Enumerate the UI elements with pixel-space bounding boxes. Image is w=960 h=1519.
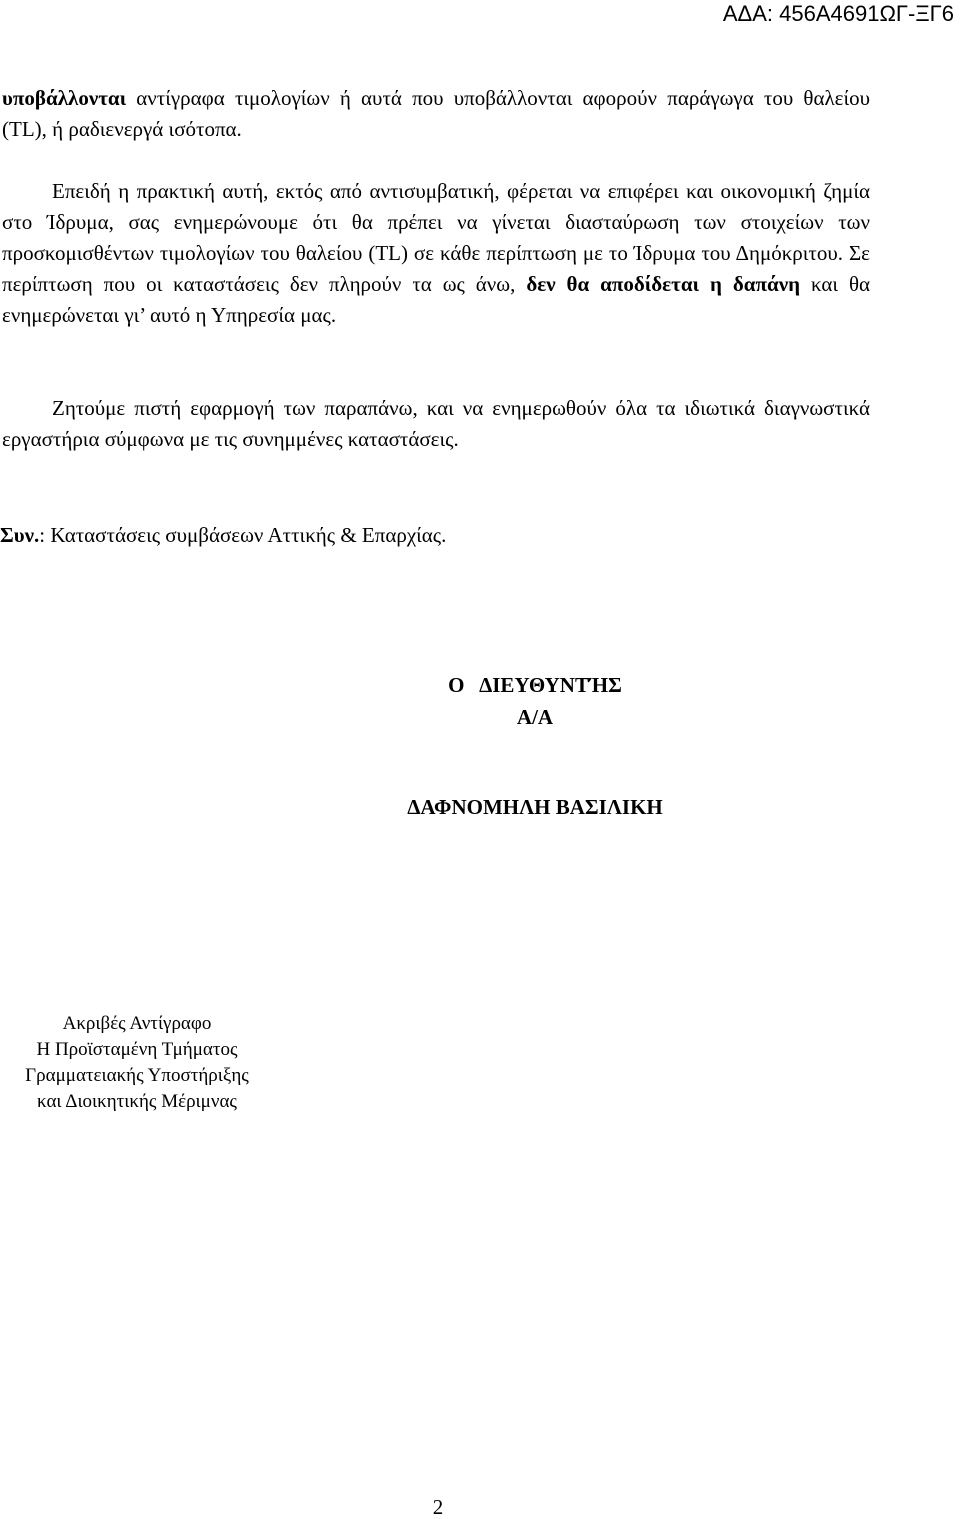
signature-title <box>0 670 960 701</box>
paragraph-text: αντίγραφα τιμολογίων ή αυτά που υποβάλλονται αφορούν παράγωγα του θαλείου (TL), ή ραδιενεργά ισότοπα. <box>2 86 870 141</box>
ada-identifier: ΑΔΑ: 456Α4691ΩΓ-ΞΓ6 <box>722 1 954 26</box>
signature-name: ΔΑΦΝΟΜΗΛΗ ΒΑΣΙΛΙΚΗ <box>407 795 663 819</box>
certified-copy-line: Ακριβές Αντίγραφο <box>62 1013 212 1034</box>
page-number: 2 <box>432 1495 444 1519</box>
attachments-text: : Καταστάσεις συμβάσεων Αττικής & Επαρχίας. <box>39 523 447 547</box>
bold-phrase-submitted: υποβάλλονται <box>2 86 127 110</box>
certified-copy-block <box>0 1011 274 1115</box>
signature-title-text: Ο ΔΙΕΥΘΥΝΤΉΣ <box>448 673 622 697</box>
paragraph-request: Ζητούμε πιστή εφαρμογή των παραπάνω, και να ενημερωθούν όλα τα ιδιωτικά διαγνωστικά εργαστήρια σύμφωνα με τις συνημμένες καταστάσεις. <box>2 396 870 451</box>
paragraph-verification <box>2 176 870 331</box>
attachments-line <box>0 520 446 551</box>
certified-copy-line: Η Προϊσταμένη Τμήματος <box>36 1039 238 1060</box>
signature-aa: Α/Α <box>516 705 554 729</box>
paragraph-text: Επειδή η πρακτική αυτή, εκτός από αντισυμβατική, φέρεται να επιφέρει και οικονομική ζημία στο Ίδρυμα, σας ενημερώνουμε ότι θα πρέπει να γίνεται διασταύρωση των στοιχείων των προσκομισθέντων τιμολογίων του θαλείου (TL) σε κάθε περίπτωση με το Ίδρυμα του Δημόκριτου. Σε περίπτωση που οι καταστάσεις δεν πληρούν τα ως άνω, <box>2 179 870 296</box>
paragraph-invoices <box>2 83 870 145</box>
bold-phrase-expense: δεν θα αποδίδεται η δαπάνη <box>526 272 801 296</box>
attachments-label: Συν. <box>0 523 40 547</box>
certified-copy-line: Γραμματειακής Υποστήριξης <box>25 1065 249 1086</box>
certified-copy-line: και Διοικητικής Μέριμνας <box>37 1091 237 1112</box>
paragraph-text: και θα ενημερώνεται γι’ αυτό η Υπηρεσία μας. <box>2 272 871 327</box>
